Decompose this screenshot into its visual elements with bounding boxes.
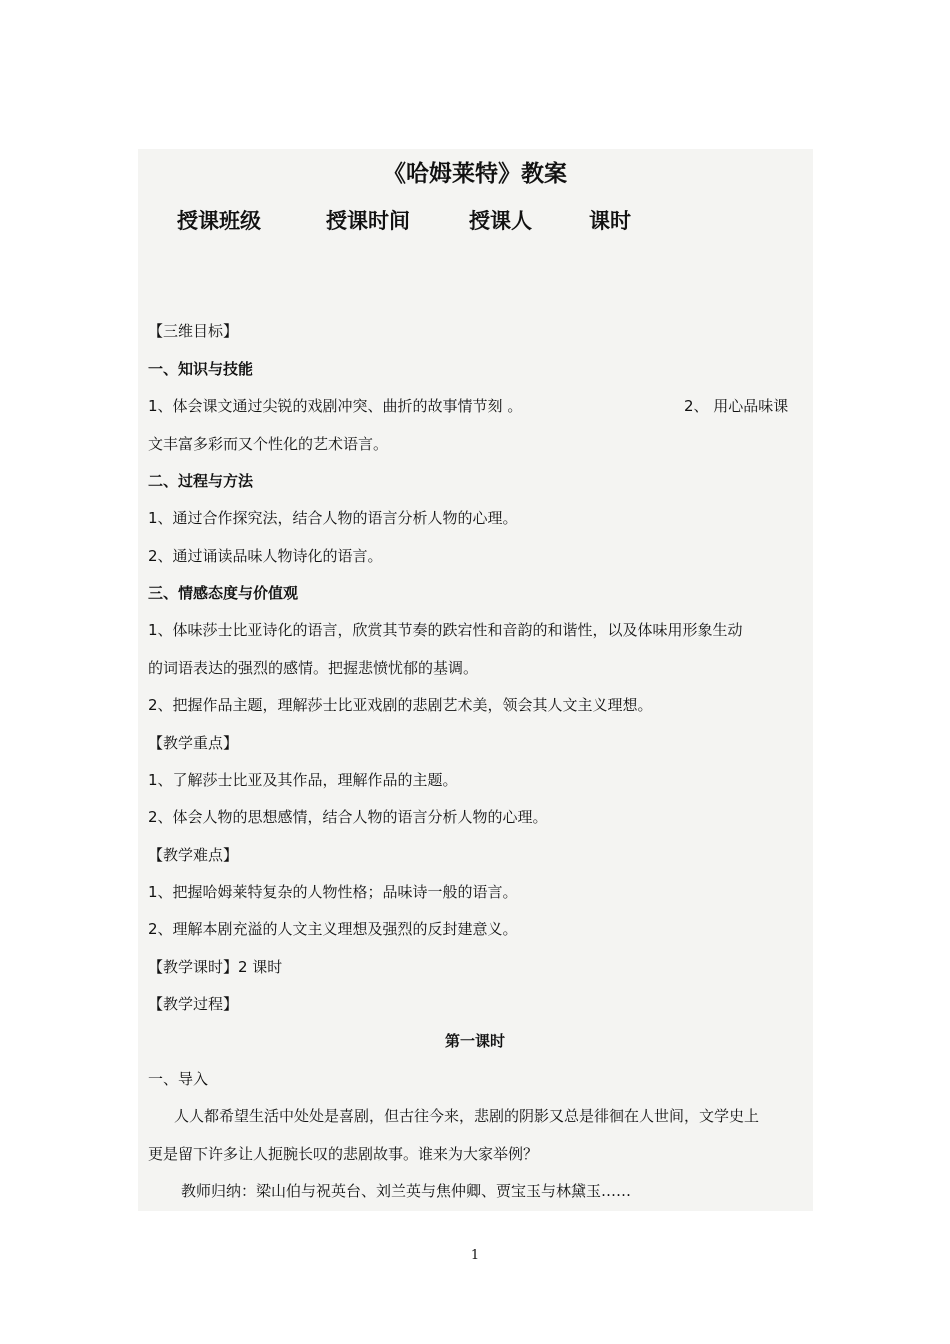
lesson-one-heading: 第一课时 — [444, 1032, 505, 1050]
key-points-heading: 【教学重点】 — [148, 734, 239, 752]
document-title: 《哈姆莱特》教案 — [383, 161, 567, 187]
emotion-item-1: 1、体味莎士比亚诗化的语言，欣赏其节奏的跌宕性和音韵的和谐性，以及体味用形象生动 — [148, 621, 743, 639]
process-item-2: 2、通过诵读品味人物诗化的语言。 — [148, 547, 383, 565]
intro-paragraph-1: 人人都希望生活中处处是喜剧，但古往今来，悲剧的阴影又总是徘徊在人世间，文学史上 — [174, 1107, 760, 1125]
key-point-1: 1、了解莎士比亚及其作品，理解作品的主题。 — [148, 771, 458, 789]
emotion-item-1-cont: 的词语表达的强烈的感情。把握悲愤忧郁的基调。 — [148, 659, 479, 677]
teaching-hours: 【教学课时】2 课时 — [148, 958, 283, 976]
key-point-2: 2、体会人物的思想感情，结合人物的语言分析人物的心理。 — [148, 808, 548, 826]
difficult-point-1: 1、把握哈姆莱特复杂的人物性格；品味诗一般的语言。 — [148, 883, 518, 901]
teaching-process-heading: 【教学过程】 — [148, 995, 239, 1013]
meta-period-label: 课时 — [589, 209, 631, 233]
process-heading: 二、过程与方法 — [148, 472, 254, 490]
intro-paragraph-1-cont: 更是留下许多让人扼腕长叹的悲剧故事。谁来为大家举例？ — [148, 1145, 539, 1163]
knowledge-heading: 一、知识与技能 — [148, 360, 254, 378]
intro-paragraph-2: 教师归纳：梁山伯与祝英台、刘兰英与焦仲卿、贾宝玉与林黛玉…… — [181, 1182, 632, 1200]
knowledge-item-1: 1、体会课文通过尖锐的戏剧冲突、曲折的故事情节刻 。 — [148, 397, 523, 415]
process-item-1: 1、通过合作探究法，结合人物的语言分析人物的心理。 — [148, 509, 518, 527]
meta-class-label: 授课班级 — [177, 209, 261, 233]
knowledge-item-2: 2、 用心品味课 — [684, 397, 789, 415]
goals-heading: 【三维目标】 — [148, 322, 239, 340]
meta-teacher-label: 授课人 — [469, 209, 532, 233]
knowledge-item-2-cont: 文丰富多彩而又个性化的艺术语言。 — [148, 435, 389, 453]
page-number: 1 — [470, 1248, 480, 1263]
meta-time-label: 授课时间 — [326, 209, 410, 233]
emotion-item-2: 2、把握作品主题，理解莎士比亚戏剧的悲剧艺术美，领会其人文主义理想。 — [148, 696, 653, 714]
difficult-point-2: 2、理解本剧充溢的人文主义理想及强烈的反封建意义。 — [148, 920, 518, 938]
intro-heading: 一、导入 — [148, 1070, 209, 1088]
difficult-points-heading: 【教学难点】 — [148, 846, 239, 864]
emotion-heading: 三、情感态度与价值观 — [148, 584, 299, 602]
